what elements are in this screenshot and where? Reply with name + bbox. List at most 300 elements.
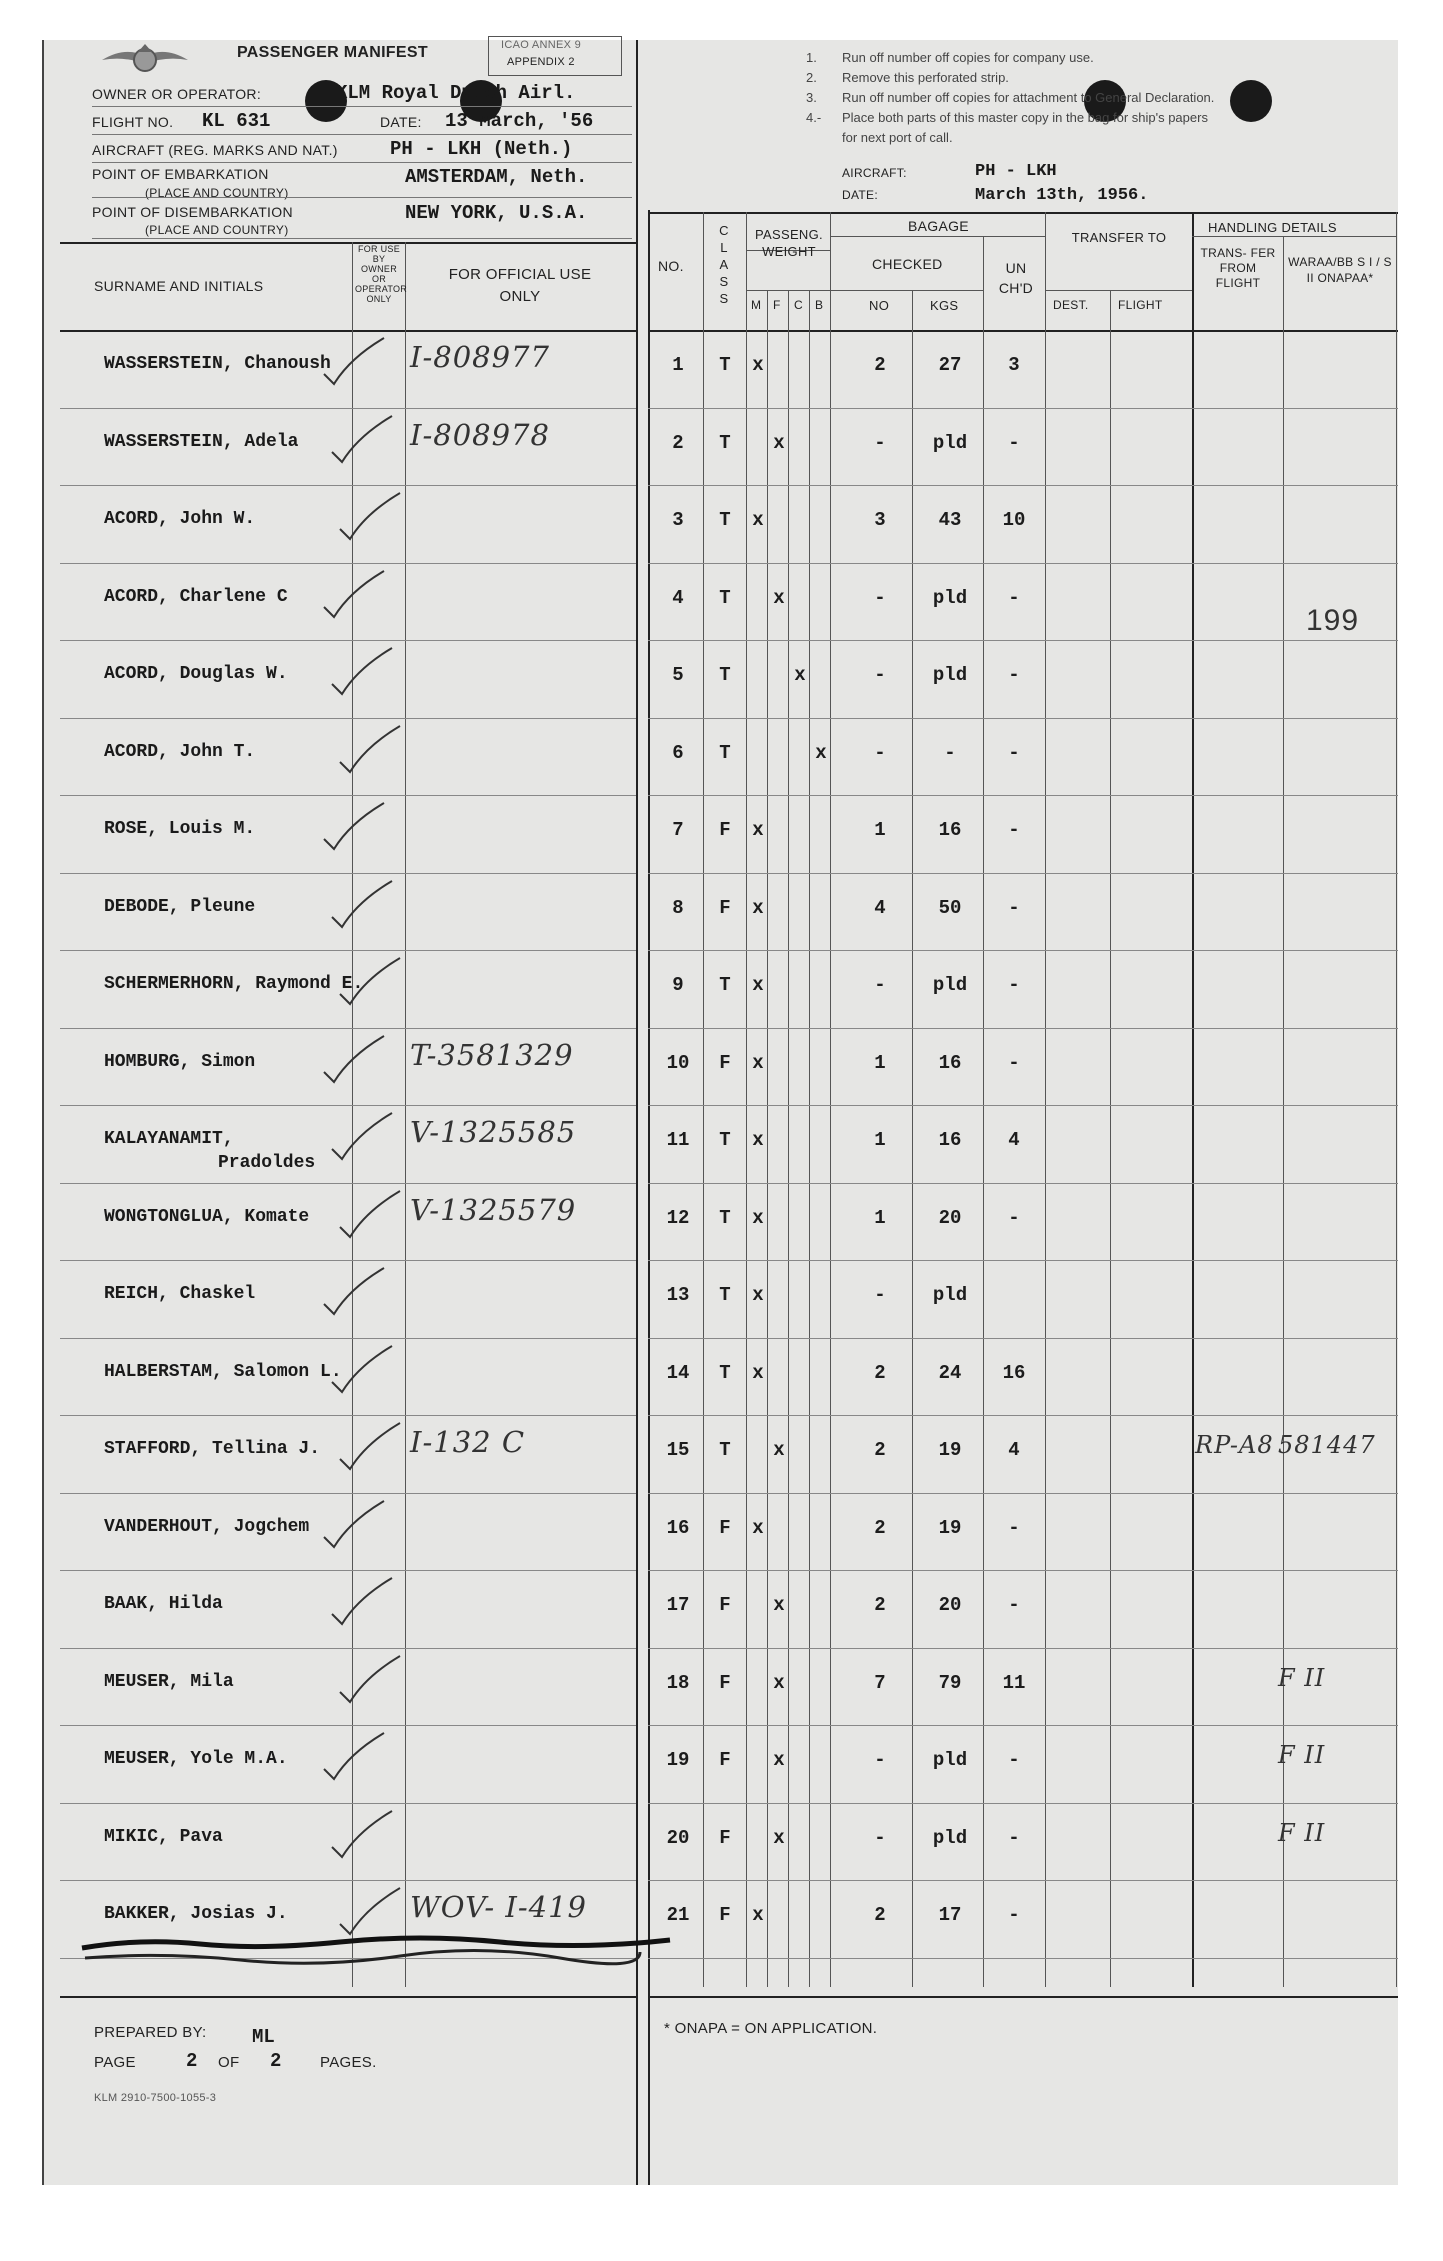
passenger-class: F [719, 819, 731, 841]
col-f: F [773, 298, 781, 312]
row-rule [648, 485, 1398, 486]
passenger-no: 10 [666, 1051, 690, 1074]
passenger-name: ACORD, Douglas W. [104, 664, 288, 684]
bag-count: - [874, 664, 886, 686]
bag-unchecked: - [1008, 1904, 1020, 1926]
margin-note: 199 [1306, 604, 1360, 637]
row-rule [60, 1493, 636, 1494]
rule [92, 162, 632, 163]
col-surname: SURNAME AND INITIALS [94, 278, 264, 294]
passenger-class: T [719, 1206, 731, 1229]
passenger-class: T [719, 1439, 731, 1461]
bag-unchecked: - [1008, 819, 1020, 841]
passenger-class: F [719, 896, 731, 919]
bag-kgs: pld [932, 664, 968, 686]
passenger-name: WASSERSTEIN, Adela [104, 431, 299, 452]
row-rule [648, 1493, 1398, 1494]
bag-kgs: 19 [938, 1516, 962, 1539]
weight-mark: x [752, 896, 764, 919]
page-label: PAGE [94, 2054, 136, 2071]
instruction-number: 2. [806, 70, 817, 85]
col-divider [830, 212, 831, 1987]
flight-label: FLIGHT NO. [92, 114, 174, 130]
check-mark-icon [320, 1264, 390, 1324]
rule [830, 236, 1045, 237]
col-kgs: KGS [930, 298, 959, 313]
instruction-number: 1. [806, 50, 817, 65]
passenger-class: T [719, 664, 731, 686]
header-bottom-rule [60, 330, 636, 332]
passenger-class: T [719, 586, 731, 609]
col-divider [1192, 212, 1194, 1987]
check-mark-icon [328, 877, 398, 937]
weight-mark: x [773, 1594, 785, 1616]
col-transfer: TRANSFER TO [1071, 230, 1167, 245]
date-label: DATE: [380, 114, 422, 130]
check-mark-icon [320, 799, 390, 859]
bag-unchecked: - [1008, 741, 1020, 764]
passenger-name: MIKIC, Pava [104, 1826, 223, 1847]
row-rule [648, 1570, 1398, 1571]
passenger-class: F [719, 1671, 731, 1694]
appendix-text: APPENDIX 2 [507, 56, 575, 68]
col-divider [1045, 212, 1046, 1987]
of-label: OF [218, 2054, 240, 2071]
check-mark-icon [320, 567, 390, 627]
check-mark-icon [320, 334, 390, 394]
embark-value: AMSTERDAM, Neth. [405, 166, 588, 188]
bag-unchecked: - [1008, 664, 1020, 686]
bag-count: 1 [874, 1051, 886, 1074]
rule [746, 290, 830, 291]
passenger-no: 2 [672, 431, 684, 454]
bag-unchecked: - [1008, 1826, 1020, 1849]
passenger-name: SCHERMERHORN, Raymond E. [104, 974, 364, 994]
row-rule [60, 795, 636, 796]
passenger-class: T [719, 741, 731, 764]
col-divider [767, 290, 768, 1987]
passenger-no: 13 [666, 1284, 690, 1306]
rule [92, 197, 632, 198]
passenger-name-cont: Pradoldes [218, 1153, 316, 1173]
passenger-no: 19 [666, 1749, 690, 1771]
check-mark-icon [328, 1109, 398, 1169]
passenger-name: WASSERSTEIN, Chanoush [104, 354, 331, 374]
passenger-class: T [719, 509, 731, 531]
weight-mark: x [752, 1361, 764, 1384]
owner-label: OWNER OR OPERATOR: [92, 86, 262, 102]
passenger-name: BAAK, Hilda [104, 1594, 223, 1614]
row-rule [648, 1880, 1398, 1881]
waraa-code: F II [1278, 1663, 1326, 1692]
passenger-no: 17 [666, 1594, 690, 1616]
col-divider [809, 290, 810, 1987]
bag-kgs: - [944, 741, 956, 764]
aircraft-value: PH - LKH (Neth.) [390, 138, 573, 160]
row-rule [60, 1105, 636, 1106]
row-rule [648, 950, 1398, 951]
passenger-no: 8 [672, 896, 684, 919]
col-flight: FLIGHT [1118, 298, 1163, 312]
bag-kgs: 79 [938, 1671, 962, 1694]
col-waraa: WARAA/BB S I / S II ONAPAA* [1288, 255, 1392, 285]
transfer-from-flight: RP-A8 [1195, 1431, 1274, 1459]
weight-mark: x [752, 1206, 764, 1229]
col-bag-no: NO [869, 298, 890, 313]
check-mark-icon [328, 1807, 398, 1867]
official-use-number: V-1325585 [410, 1115, 577, 1149]
bag-count: 2 [874, 1594, 886, 1616]
passenger-no: 15 [666, 1439, 690, 1461]
col-unchd: UN CH'D [998, 260, 1034, 296]
weight-mark: x [773, 431, 785, 454]
row-rule [648, 1183, 1398, 1184]
row-rule [60, 1183, 636, 1184]
row-rule [60, 1260, 636, 1261]
passenger-class: T [719, 431, 731, 454]
weight-mark: x [752, 819, 764, 841]
annex-box [488, 36, 622, 76]
passenger-name: DEBODE, Pleune [104, 896, 256, 917]
row-rule [648, 640, 1398, 641]
check-mark-icon [328, 1574, 398, 1634]
bag-unchecked: - [1008, 431, 1020, 454]
bag-count: - [874, 741, 886, 764]
weight-mark: x [752, 354, 764, 376]
passenger-class: T [719, 974, 731, 996]
row-rule [60, 485, 636, 486]
passenger-class: F [719, 1594, 731, 1616]
row-rule [648, 1105, 1398, 1106]
bag-unchecked: - [1008, 1749, 1020, 1771]
bag-count: - [874, 586, 886, 609]
weight-mark: x [752, 509, 764, 531]
passenger-no: 20 [666, 1826, 690, 1849]
form-code: KLM 2910-7500-1055-3 [94, 2092, 217, 2104]
weight-mark: x [752, 1284, 764, 1306]
passenger-no: 7 [672, 819, 684, 841]
check-mark-icon [328, 644, 398, 704]
row-rule [60, 1028, 636, 1029]
check-mark-icon [336, 1652, 406, 1712]
col-transfer-from: TRANS- FER FROM FLIGHT [1200, 246, 1276, 290]
weight-mark: x [752, 1516, 764, 1539]
bag-unchecked: - [1008, 586, 1020, 609]
check-mark-icon [336, 1187, 406, 1247]
right-date-label: DATE: [842, 188, 878, 202]
weight-mark: x [773, 1671, 785, 1694]
rule [1045, 290, 1192, 291]
bag-count: 2 [874, 1904, 886, 1926]
bag-unchecked: 16 [1002, 1361, 1026, 1384]
passenger-name: MEUSER, Mila [104, 1671, 234, 1692]
manifest-title: PASSENGER MANIFEST [237, 44, 428, 61]
passenger-class: F [719, 1904, 731, 1926]
row-rule [648, 563, 1398, 564]
row-rule [60, 563, 636, 564]
bag-kgs: 19 [938, 1439, 962, 1461]
bag-unchecked: - [1008, 1051, 1020, 1074]
rule [92, 106, 632, 107]
passenger-no: 12 [666, 1206, 690, 1229]
official-use-number: T-3581329 [410, 1037, 574, 1072]
waraa-code: F II [1278, 1818, 1326, 1847]
col-pass-weight: PASSENG. WEIGHT [755, 227, 823, 259]
rule [1192, 236, 1396, 237]
passenger-no: 16 [666, 1516, 690, 1539]
bag-count: 4 [874, 896, 886, 919]
bag-unchecked: 10 [1002, 509, 1026, 531]
row-rule [60, 873, 636, 874]
official-use-number: I-132 C [410, 1425, 526, 1459]
official-use-number: WOV- I-419 [410, 1890, 587, 1924]
bag-count: 1 [874, 1129, 886, 1151]
bag-count: - [874, 1749, 886, 1771]
passenger-class: T [719, 1284, 731, 1306]
aircraft-label: AIRCRAFT (REG. MARKS AND NAT.) [92, 142, 338, 158]
passenger-class: F [719, 1051, 731, 1074]
bag-kgs: pld [932, 1284, 968, 1306]
col-checked: CHECKED [872, 256, 943, 272]
rule [92, 238, 632, 239]
weight-mark: x [815, 741, 827, 764]
col-c: C [794, 298, 803, 312]
row-rule [648, 1260, 1398, 1261]
bag-kgs: pld [932, 974, 968, 996]
col-baggage: BAGAGE [908, 218, 969, 234]
right-aircraft-label: AIRCRAFT: [842, 166, 907, 180]
bag-kgs: 24 [938, 1361, 962, 1384]
bag-kgs: 43 [938, 509, 962, 531]
row-rule [648, 408, 1398, 409]
bag-kgs: 20 [938, 1594, 962, 1616]
weight-mark: x [752, 974, 764, 996]
half-divider-2 [648, 210, 650, 2185]
passenger-name: ACORD, Charlene C [104, 586, 288, 607]
col-dest: DEST. [1053, 298, 1089, 312]
embark-sub: (PLACE AND COUNTRY) [145, 186, 289, 200]
disembark-label: POINT OF DISEMBARKATION [92, 204, 293, 220]
instruction-text: Run off number off copies for attachment to General Declaration. [842, 90, 1215, 105]
row-rule [648, 1028, 1398, 1029]
passenger-name: ROSE, Louis M. [104, 819, 256, 839]
bag-count: 3 [874, 509, 886, 531]
weight-mark: x [752, 1129, 764, 1151]
row-rule [60, 408, 636, 409]
row-rule [60, 1415, 636, 1416]
bag-kgs: 16 [938, 1129, 962, 1151]
col-m: M [751, 298, 762, 312]
official-use-number: I-808978 [410, 417, 550, 452]
col-no: NO. [658, 258, 684, 274]
disembark-value: NEW YORK, U.S.A. [405, 202, 588, 224]
check-mark-icon [336, 489, 406, 549]
right-header-top-rule [648, 212, 1398, 214]
waraa-code: 581447 [1278, 1431, 1376, 1459]
col-class: CLASS [719, 223, 729, 306]
rule [92, 134, 632, 135]
instruction-text: Run off number off copies for company use. [842, 50, 1094, 65]
weight-mark: x [794, 664, 806, 686]
row-rule [60, 718, 636, 719]
bag-unchecked: 3 [1008, 354, 1020, 376]
waraa-code: F II [1278, 1741, 1326, 1769]
official-use-number: I-808977 [410, 340, 550, 374]
bag-unchecked: - [1008, 1206, 1020, 1229]
row-rule [648, 1803, 1398, 1804]
check-mark-icon [336, 1419, 406, 1479]
passenger-name: BAKKER, Josias J. [104, 1904, 288, 1924]
header-top-rule [60, 242, 636, 244]
row-rule [60, 1338, 636, 1339]
weight-mark: x [773, 1826, 785, 1849]
bag-count: 2 [874, 1439, 886, 1461]
passenger-no: 11 [666, 1129, 690, 1151]
half-divider [636, 40, 638, 2185]
passenger-class: F [719, 1516, 731, 1539]
col-divider [746, 212, 747, 1987]
date-value: 13 March, '56 [445, 110, 594, 132]
check-mark-icon [328, 1342, 398, 1402]
row-rule [60, 1880, 636, 1881]
weight-mark: x [773, 1439, 785, 1461]
bag-kgs: 20 [938, 1206, 962, 1229]
passenger-name: KALAYANAMIT, [104, 1129, 234, 1149]
pages-label: PAGES. [320, 2054, 377, 2071]
col-for-use: FOR USE BY OWNER OR OPERATOR ONLY [355, 244, 408, 304]
col-divider [912, 290, 913, 1987]
passenger-no: 14 [666, 1361, 690, 1384]
check-mark-icon [320, 1497, 390, 1557]
check-mark-icon [336, 722, 406, 782]
bag-kgs: pld [932, 586, 968, 609]
row-rule [60, 1648, 636, 1649]
bag-kgs: 17 [938, 1904, 962, 1926]
bag-unchecked: - [1008, 1516, 1020, 1539]
passenger-no: 5 [672, 664, 684, 686]
weight-mark: x [773, 586, 785, 609]
bag-count: 2 [874, 1361, 886, 1384]
passenger-no: 6 [672, 741, 684, 764]
bag-kgs: 16 [938, 819, 962, 841]
rule [830, 290, 983, 291]
passenger-no: 1 [672, 354, 684, 376]
row-rule [60, 640, 636, 641]
passenger-name: HOMBURG, Simon [104, 1051, 256, 1072]
flight-value: KL 631 [202, 110, 271, 132]
prepared-label: PREPARED BY: [94, 2024, 207, 2041]
row-rule [648, 873, 1398, 874]
passenger-name: VANDERHOUT, Jogchem [104, 1516, 310, 1537]
passenger-name: ACORD, John W. [104, 509, 256, 529]
bag-count: 2 [874, 1516, 886, 1539]
bag-kgs: pld [932, 431, 968, 454]
bag-unchecked: - [1008, 896, 1020, 919]
row-rule [60, 950, 636, 951]
col-divider [703, 212, 704, 1987]
bag-count: - [874, 974, 886, 996]
embark-label: POINT OF EMBARKATION [92, 166, 269, 182]
row-rule [648, 718, 1398, 719]
bag-kgs: 50 [938, 896, 962, 919]
right-aircraft-value: PH - LKH [975, 162, 1057, 181]
bag-count: 2 [874, 354, 886, 376]
punch-hole [1230, 80, 1272, 122]
official-use-number: V-1325579 [410, 1192, 577, 1227]
bag-unchecked: 11 [1002, 1671, 1026, 1694]
check-mark-icon [328, 412, 398, 472]
bag-count: - [874, 431, 886, 454]
bag-unchecked: - [1008, 974, 1020, 996]
bag-kgs: pld [932, 1749, 968, 1771]
passenger-class: F [719, 1749, 731, 1771]
col-divider [1396, 212, 1397, 1987]
row-rule [648, 1725, 1398, 1726]
bag-count: - [874, 1826, 886, 1849]
instruction-number: 3. [806, 90, 817, 105]
row-rule [648, 1958, 1398, 1959]
row-rule [60, 1725, 636, 1726]
passenger-no: 9 [672, 974, 684, 996]
bag-kgs: pld [932, 1826, 968, 1849]
passenger-name: ACORD, John T. [104, 741, 256, 762]
passenger-class: T [719, 1361, 731, 1384]
weight-mark: x [773, 1749, 785, 1771]
row-rule [60, 1803, 636, 1804]
end-of-list-strike [80, 1930, 680, 1970]
prepared-value: ML [252, 2026, 275, 2048]
passenger-name: MEUSER, Yole M.A. [104, 1749, 288, 1769]
row-rule [648, 1648, 1398, 1649]
page-total: 2 [270, 2050, 282, 2072]
annex-text: ICAO ANNEX 9 [501, 39, 582, 51]
klm-crown-logo [100, 38, 190, 84]
disembark-sub: (PLACE AND COUNTRY) [145, 223, 289, 237]
bag-count: 1 [874, 1206, 886, 1229]
col-official: FOR OFFICIAL USE ONLY [448, 266, 592, 305]
onapa-note: * ONAPA = ON APPLICATION. [664, 2020, 878, 2037]
bag-unchecked: - [1008, 1594, 1020, 1616]
footer-rule [60, 1996, 636, 1998]
right-date-value: March 13th, 1956. [975, 186, 1149, 205]
page-number: 2 [186, 2050, 198, 2072]
perforation-edge [42, 40, 44, 2185]
bag-unchecked: 4 [1008, 1129, 1020, 1151]
bag-unchecked: 4 [1008, 1439, 1020, 1461]
passenger-no: 18 [666, 1671, 690, 1694]
instruction-text: Remove this perforated strip. [842, 70, 1009, 85]
col-handling: HANDLING DETAILS [1208, 220, 1337, 235]
col-divider [788, 290, 789, 1987]
passenger-no: 21 [666, 1904, 690, 1926]
passenger-no: 4 [672, 586, 684, 609]
check-mark-icon [320, 1729, 390, 1789]
weight-mark: x [752, 1051, 764, 1074]
passenger-name: REICH, Chaskel [104, 1284, 256, 1304]
instruction-text: Place both parts of this master copy in the bag for ship's papers [842, 110, 1208, 125]
col-b: B [815, 298, 824, 312]
passenger-name: STAFFORD, Tellina J. [104, 1439, 321, 1459]
instruction-text: for next port of call. [842, 130, 953, 145]
bag-count: - [874, 1284, 886, 1306]
right-header-bottom-rule [648, 330, 1398, 332]
passenger-no: 3 [672, 509, 684, 531]
col-divider [1110, 290, 1111, 1987]
row-rule [648, 795, 1398, 796]
row-rule [60, 1570, 636, 1571]
weight-mark: x [752, 1904, 764, 1926]
check-mark-icon [336, 954, 406, 1014]
